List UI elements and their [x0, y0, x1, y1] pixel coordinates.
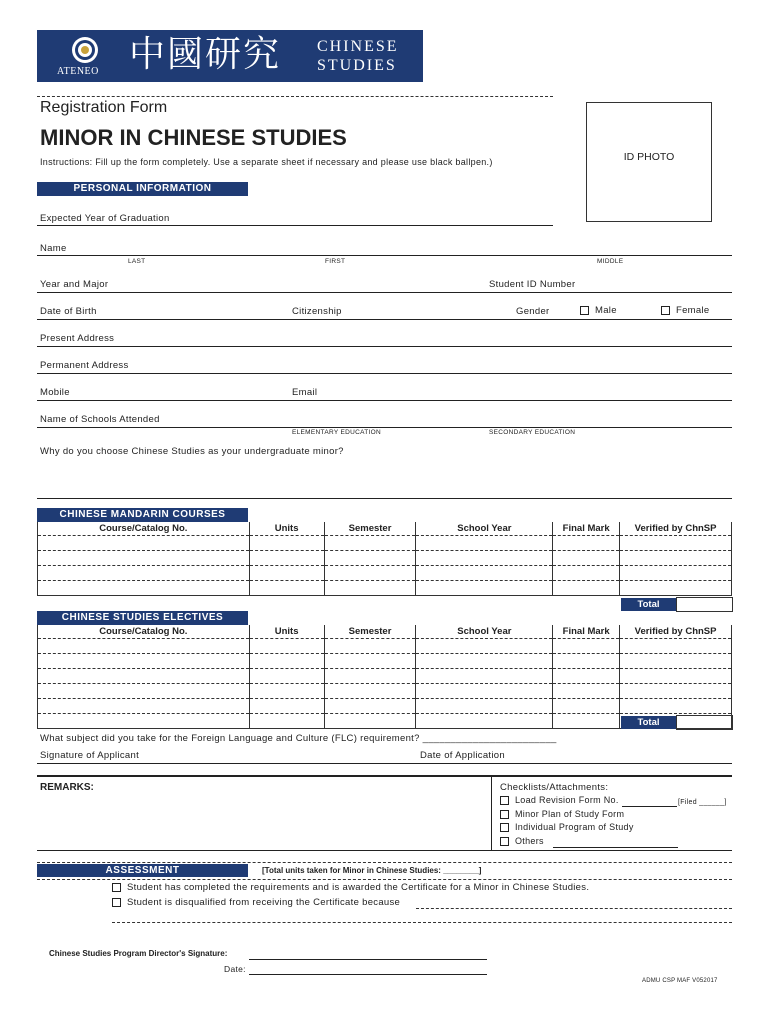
disqualified-reason-line-2[interactable] — [112, 922, 732, 923]
load-revision-label: Load Revision Form No. — [515, 795, 619, 805]
why-label: Why do you choose Chinese Studies as your undergraduate minor? — [40, 446, 344, 457]
assessment-heading: ASSESSMENT — [37, 864, 248, 877]
remarks-divider — [491, 777, 492, 850]
female-checkbox[interactable] — [661, 306, 670, 315]
citizenship-label: Citizenship — [292, 306, 342, 317]
table-row[interactable] — [38, 684, 732, 699]
table-row[interactable] — [38, 566, 732, 581]
header-divider — [37, 96, 553, 97]
col-course: Course/Catalog No. — [38, 625, 250, 639]
filed-note: [Filed ______] — [678, 799, 727, 806]
signature-line[interactable] — [37, 763, 732, 764]
electives-total-label: Total — [621, 716, 676, 729]
col-school-year: School Year — [416, 522, 553, 536]
permanent-address-label: Permanent Address — [40, 360, 129, 371]
grad-year-line[interactable] — [37, 225, 553, 226]
mobile-line[interactable] — [37, 400, 732, 401]
dob-label: Date of Birth — [40, 306, 97, 317]
name-middle-caption: MIDDLE — [597, 258, 624, 265]
flc-question: What subject did you take for the Foreign Language and Culture (FLC) requirement? ________________________ — [40, 733, 557, 744]
mandarin-total-field[interactable] — [676, 597, 733, 612]
electives-table — [37, 625, 732, 729]
col-course: Course/Catalog No. — [38, 522, 250, 536]
permanent-address-line[interactable] — [37, 373, 732, 374]
year-major-label: Year and Major — [40, 279, 109, 290]
director-signature-line[interactable] — [249, 959, 487, 960]
mandarin-table — [37, 522, 732, 596]
header-banner — [37, 30, 423, 82]
director-signature-label: Chinese Studies Program Director's Signature: — [49, 949, 228, 958]
university-name: ATENEO — [57, 66, 99, 77]
electives-total-field[interactable] — [676, 715, 733, 730]
form-subtitle: Registration Form — [40, 99, 168, 116]
total-units-line: [Total units taken for Minor in Chinese Studies: ________] — [262, 866, 482, 875]
col-units: Units — [249, 625, 324, 639]
male-option[interactable] — [580, 305, 617, 316]
completed-checkbox[interactable] — [112, 883, 121, 892]
assessment-top-rule — [37, 862, 732, 863]
col-final-mark: Final Mark — [553, 625, 620, 639]
individual-program-label: Individual Program of Study — [515, 822, 634, 832]
checklist-others[interactable] — [500, 836, 544, 846]
minor-plan-checkbox[interactable] — [500, 810, 509, 819]
ateneo-seal-icon — [71, 36, 99, 64]
present-address-label: Present Address — [40, 333, 115, 344]
schools-label: Name of Schools Attended — [40, 414, 160, 425]
schools-line[interactable] — [37, 427, 732, 428]
disqualified-label: Student is disqualified from receiving the Certificate because — [127, 897, 401, 908]
id-photo-label: ID PHOTO — [623, 151, 675, 163]
table-row[interactable] — [38, 536, 732, 551]
table-row[interactable] — [38, 639, 732, 654]
load-revision-line[interactable] — [622, 806, 677, 807]
col-school-year: School Year — [416, 625, 553, 639]
student-id-label: Student ID Number — [489, 279, 576, 290]
year-major-line[interactable] — [37, 292, 732, 293]
elementary-caption: ELEMENTARY EDUCATION — [292, 429, 381, 436]
checklist-minor-plan[interactable] — [500, 809, 624, 819]
director-date-label: Date: — [224, 964, 246, 974]
others-label: Others — [515, 836, 544, 846]
present-address-line[interactable] — [37, 346, 732, 347]
name-last-caption: LAST — [128, 258, 146, 265]
grad-year-label: Expected Year of Graduation — [40, 213, 170, 224]
name-line[interactable] — [37, 255, 732, 256]
application-date-label: Date of Application — [420, 750, 505, 761]
why-answer-line[interactable] — [37, 498, 732, 499]
mobile-label: Mobile — [40, 387, 70, 398]
name-label: Name — [40, 243, 67, 254]
col-semester: Semester — [324, 522, 416, 536]
electives-header-row — [38, 625, 732, 639]
others-line[interactable] — [553, 847, 678, 848]
mandarin-total-label: Total — [621, 598, 676, 611]
col-verified: Verified by ChnSP — [620, 625, 732, 639]
email-label: Email — [292, 387, 318, 398]
id-photo-box[interactable] — [586, 102, 712, 222]
secondary-caption: SECONDARY EDUCATION — [489, 429, 576, 436]
individual-program-checkbox[interactable] — [500, 823, 509, 832]
applicant-signature-label: Signature of Applicant — [40, 750, 140, 761]
gender-label: Gender — [516, 306, 550, 317]
checklist-load-revision[interactable] — [500, 795, 619, 805]
remarks-label: REMARKS: — [40, 782, 94, 793]
table-row[interactable] — [38, 581, 732, 596]
mandarin-header-row — [38, 522, 732, 536]
name-first-caption: FIRST — [325, 258, 346, 265]
female-option[interactable] — [661, 305, 709, 316]
electives-heading: CHINESE STUDIES ELECTIVES — [37, 611, 248, 625]
col-units: Units — [249, 522, 324, 536]
program-line1: CHINESE — [317, 38, 399, 55]
female-label: Female — [676, 305, 710, 316]
director-date-line[interactable] — [249, 974, 487, 975]
col-verified: Verified by ChnSP — [620, 522, 732, 536]
col-final-mark: Final Mark — [553, 522, 620, 536]
personal-info-heading: PERSONAL INFORMATION — [37, 182, 248, 196]
remarks-top-rule — [37, 775, 732, 777]
checklists-label: Checklists/Attachments: — [500, 782, 609, 793]
completed-label: Student has completed the requirements and is awarded the Certificate for a Minor in Chinese Studies. — [127, 882, 590, 893]
male-checkbox[interactable] — [580, 306, 589, 315]
form-code: ADMU CSP MAF V052017 — [642, 978, 718, 984]
assessment-completed[interactable] — [112, 882, 589, 893]
form-title: MINOR IN CHINESE STUDIES — [40, 125, 347, 150]
load-revision-checkbox[interactable] — [500, 796, 509, 805]
col-semester: Semester — [324, 625, 416, 639]
assessment-disqualified[interactable] — [112, 897, 400, 908]
minor-plan-label: Minor Plan of Study Form — [515, 809, 625, 819]
table-row[interactable] — [38, 551, 732, 566]
disqualified-reason-line[interactable] — [416, 908, 732, 909]
others-checkbox[interactable] — [500, 837, 509, 846]
male-label: Male — [595, 305, 617, 316]
table-row[interactable] — [38, 654, 732, 669]
form-instructions: Instructions: Fill up the form completely. Use a separate sheet if necessary and please use black ballpen.) — [40, 157, 493, 167]
remarks-bottom-rule — [37, 850, 732, 851]
dob-line[interactable] — [37, 319, 732, 320]
assessment-rule — [37, 879, 732, 880]
disqualified-checkbox[interactable] — [112, 898, 121, 907]
cjk-title: 中國研究 — [129, 34, 282, 75]
program-line2: STUDIES — [317, 57, 397, 74]
table-row[interactable] — [38, 699, 732, 714]
checklist-individual-program[interactable] — [500, 822, 634, 832]
table-row[interactable] — [38, 669, 732, 684]
mandarin-heading: CHINESE MANDARIN COURSES — [37, 508, 248, 522]
